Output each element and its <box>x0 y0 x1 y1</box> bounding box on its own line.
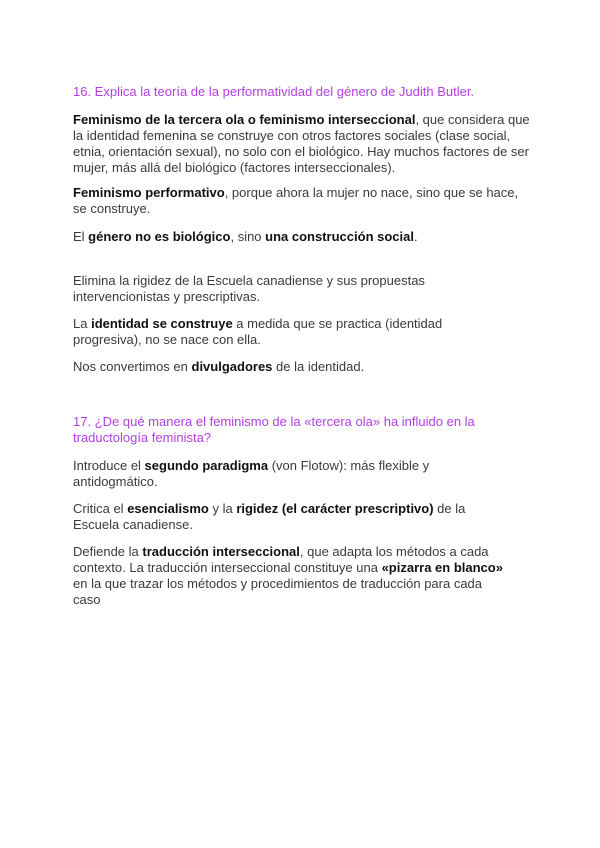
question-16-heading: 16. Explica la teoría de la performatividad del género de Judith Butler. <box>73 84 475 99</box>
text: , sino <box>230 229 266 244</box>
text: de la Escuela canadiense. <box>73 501 466 532</box>
bold-text: identidad se construye <box>91 316 233 331</box>
text: a medida que se practica (identidad progresiva), no se nace con ella. <box>73 316 443 347</box>
text: (von Flotow): más flexible y antidogmático. <box>73 458 430 489</box>
bold-text: género no es biológico <box>88 229 231 244</box>
paragraph-intersectional-translation <box>73 544 513 608</box>
bold-text: Feminismo performativo <box>73 185 225 200</box>
bold-text: segundo paradigma <box>144 458 269 473</box>
bold-text: divulgadores <box>191 359 273 374</box>
bold-text: Feminismo de la tercera ola o feminismo interseccional <box>73 112 416 127</box>
paragraph-divulgadores <box>73 359 535 375</box>
text: Introduce el <box>73 458 145 473</box>
paragraph-rigidity: Elimina la rigidez de la Escuela canadiense y sus propuestas intervencionistas y prescriptivas. <box>73 273 425 304</box>
text: Defiende la <box>73 544 143 559</box>
text: y la <box>208 501 237 516</box>
bold-text: esencialismo <box>127 501 209 516</box>
text: La <box>73 316 92 331</box>
bold-text: «pizarra en blanco» <box>381 560 503 575</box>
bold-text: una construcción social <box>265 229 414 244</box>
paragraph-gender <box>73 229 535 245</box>
paragraph-second-paradigm <box>73 458 453 490</box>
text: El <box>73 229 89 244</box>
text: en la que trazar los métodos y procedimientos de traducción para cada caso <box>73 576 483 607</box>
text: , que considera que la identidad femenina se construye con otros factores sociales (clase social, etnia, orientación sexual), no solo con el biológico. Hay muchos factores de ser mujer, más allá del biológico (factores interseccionales). <box>73 112 530 175</box>
paragraph-performative <box>73 185 535 217</box>
paragraph-critique <box>73 501 483 533</box>
text: Nos convertimos en <box>73 359 192 374</box>
text: , porque ahora la mujer no nace, sino que se hace, se construye. <box>73 185 519 216</box>
bold-text: traducción interseccional <box>142 544 300 559</box>
paragraph-identity <box>73 316 463 348</box>
paragraph-third-wave <box>73 112 535 176</box>
text: . <box>413 229 418 244</box>
question-17-heading: 17. ¿De qué manera el feminismo de la «tercera ola» ha influido en la traductología feminista? <box>73 414 475 445</box>
text: , que adapta los métodos a cada contexto. La traducción interseccional constituye una <box>73 544 489 575</box>
bold-text: rigidez (el carácter prescriptivo) <box>236 501 434 516</box>
text: de la identidad. <box>272 359 365 374</box>
text: Critica el <box>73 501 128 516</box>
